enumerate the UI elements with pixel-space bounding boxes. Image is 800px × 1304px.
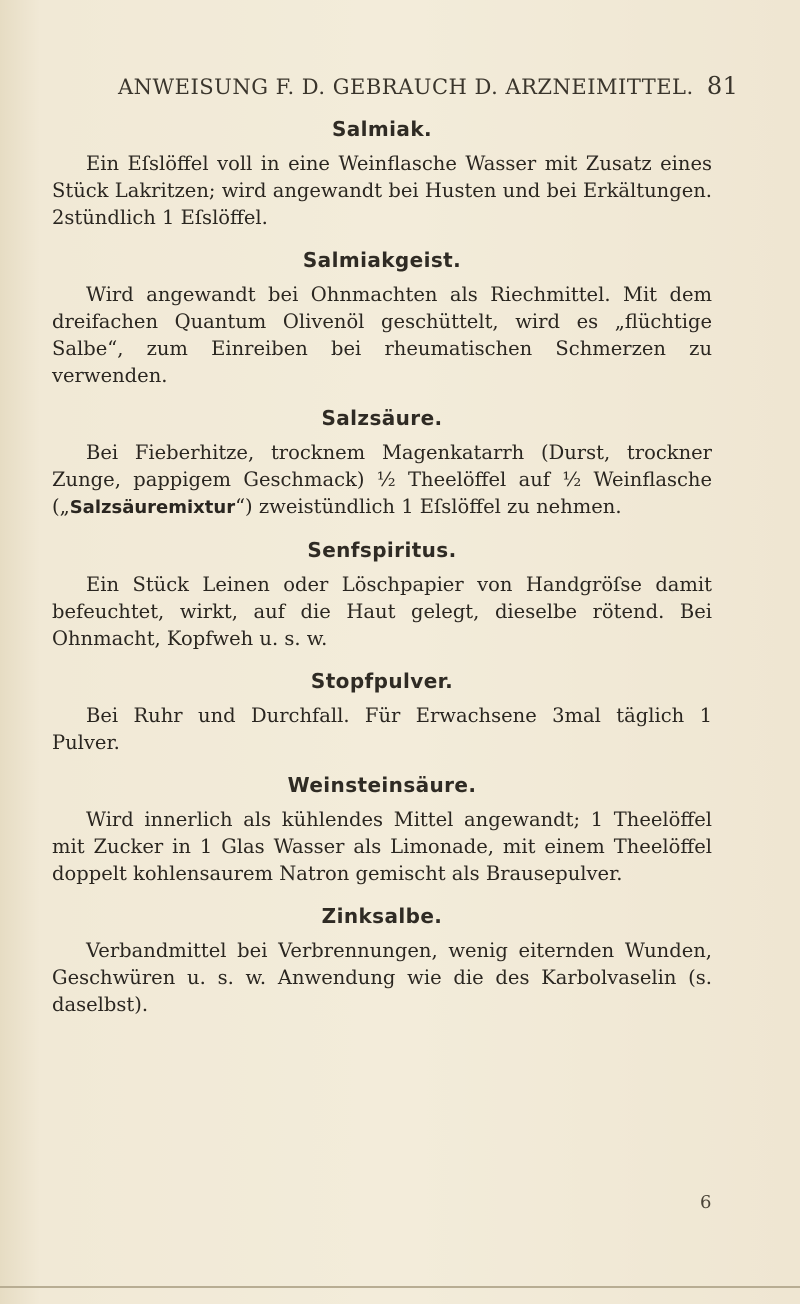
section-heading: Salmiakgeist. xyxy=(302,248,462,272)
page-number: 81 xyxy=(706,72,739,100)
page-content xyxy=(52,114,712,1032)
bold-term: Salzsäuremixtur xyxy=(69,497,236,518)
signature-mark: 6 xyxy=(700,1192,712,1213)
section-heading: Salmiak. xyxy=(331,117,433,141)
section-heading: Stopfpulver. xyxy=(310,669,454,693)
section-text xyxy=(52,439,712,521)
section-salmiakgeist xyxy=(52,245,712,389)
text-after: “) zweistündlich 1 Eſslöffel zu nehmen. xyxy=(235,495,622,518)
section-senfspiritus xyxy=(52,535,712,652)
section-heading: Zinksalbe. xyxy=(321,904,443,928)
running-header xyxy=(118,72,739,100)
section-zinksalbe xyxy=(52,901,712,1018)
section-stopfpulver xyxy=(52,666,712,756)
page-edge-rule xyxy=(0,1286,800,1288)
section-weinsteinsaeure xyxy=(52,770,712,887)
header-title: ANWEISUNG F. D. GEBRAUCH D. ARZNEIMITTEL. xyxy=(118,75,694,99)
section-heading: Senfspiritus. xyxy=(307,538,457,562)
section-text: Ein Stück Leinen oder Löschpapier von Handgröſse damit befeuchtet, wirkt, auf die Haut gelegt, dieselbe rötend. Bei Ohnmacht, Kopfweh u. s. w. xyxy=(52,573,712,650)
section-salzsaeure xyxy=(52,403,712,521)
section-text: Wird innerlich als kühlendes Mittel angewandt; 1 Theelöffel mit Zucker in 1 Glas Wasser als Limonade, mit einem Theelöffel doppelt kohlensaurem Natron gemischt als Brausepulver. xyxy=(52,808,712,885)
section-salmiak xyxy=(52,114,712,231)
section-heading: Weinsteinsäure. xyxy=(287,773,477,797)
section-text: Ein Eſslöffel voll in eine Weinflasche Wasser mit Zusatz eines Stück Lakritzen; wird angewandt bei Husten und bei Erkältungen. 2stündlich 1 Eſslöffel. xyxy=(52,152,712,229)
section-text: Verbandmittel bei Verbrennungen, wenig eiternden Wunden, Geschwüren u. s. w. Anwendung wie die des Karbolvaselin (s. daselbst). xyxy=(52,939,712,1016)
section-heading: Salzsäure. xyxy=(321,406,443,430)
section-text: Wird angewandt bei Ohnmachten als Riechmittel. Mit dem dreifachen Quantum Olivenöl geschüttelt, wird es „flüchtige Salbe“, zum Einreiben bei rheumatischen Schmerzen zu verwenden. xyxy=(52,283,712,387)
text-before: Bei Fieberhitze, trocknem Magenkatarrh (Durst, trockner Zunge, pappigem Geschmack) ½ Theelöffel auf ½ Weinflasche („ xyxy=(52,441,712,518)
section-text: Bei Ruhr und Durchfall. Für Erwachsene 3mal täglich 1 Pulver. xyxy=(52,704,712,754)
